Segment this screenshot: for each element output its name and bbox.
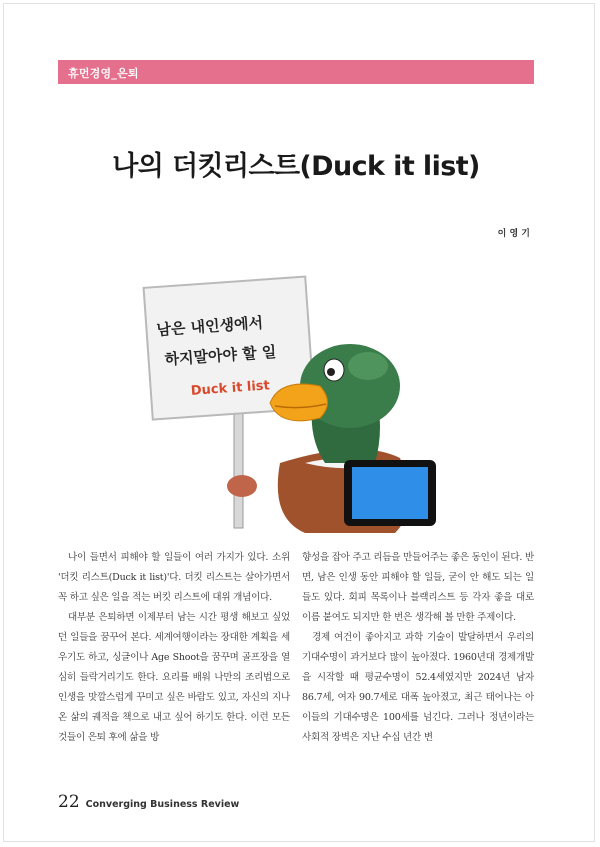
paragraph: 경제 여건이 좋아지고 과학 기술이 발달하면서 우리의 기대수명이 과거보다 많이 높아졌다. 1960년대 경제개발을 시작할 때 평균수명이 52.4세였지만 2024년 남자 86.7세, 여자 90.7세로 대폭 높아졌고, 최근 태어나는 아이들의 기대수명은 100세를 넘긴다. 그러나 정년이라는 사회적 장벽은 지난 수십 년간 변 [302, 632, 534, 743]
duck-illustration [130, 268, 470, 536]
magazine-name: Converging Business Review [85, 799, 240, 810]
article-title: 나의 더킷리스트(Duck it list) [112, 151, 480, 182]
page-number: 22 [58, 792, 80, 812]
section-header-bar [58, 60, 534, 84]
section-label: 휴먼경영_은퇴 [68, 67, 139, 80]
article-column-left [58, 548, 290, 748]
sign-line-2: 하지말아야 할 일 [164, 342, 277, 369]
paragraph: 나이 들면서 피해야 할 일들이 여러 가지가 있다. 소위 '더킷 리스트(Duck it list)'다. 더킷 리스트는 살아가면서 꼭 하고 싶은 일을 적는 버킷 리스트에 대위 개념이다. [58, 552, 290, 603]
article-column-right [302, 548, 534, 748]
sign-line-1: 남은 내인생에서 [155, 313, 264, 340]
author-name: 이 영 기 [497, 229, 530, 239]
paragraph: 대부분 은퇴하면 이제부터 남는 시간 평생 해보고 싶었던 일들을 꿈꾸어 본다. 세계여행이라는 장대한 계획을 세우기도 하고, 싱글이나 Age Shoot을 꿈꾸며 골프장을 열심히 들락거리기도 한다. 요리를 배워 나만의 조리법으로 인생을 맛깔스럽게 꾸미고 싶은 바람도 있고, 자신의 지나온 삶의 궤적을 책으로 내고 싶어 하기도 한다. 이런 모든 것들이 은퇴 후에 삶을 방 [58, 612, 290, 743]
sign-line-3: Duck it list [190, 378, 271, 399]
tablet-screen [352, 467, 428, 519]
page-footer [58, 792, 239, 812]
duck-hand [227, 475, 257, 497]
paragraph: 향성을 잡아 주고 리듬을 만들어주는 좋은 동인이 된다. 반면, 남은 인생 동안 피해야 할 일들, 굳이 안 해도 되는 일들도 있다. 회피 목록이나 블랙리스트 등 각자 좋을 대로 이름 붙여도 되지만 한 번은 생각해 볼 만한 주제이다. [302, 552, 534, 623]
